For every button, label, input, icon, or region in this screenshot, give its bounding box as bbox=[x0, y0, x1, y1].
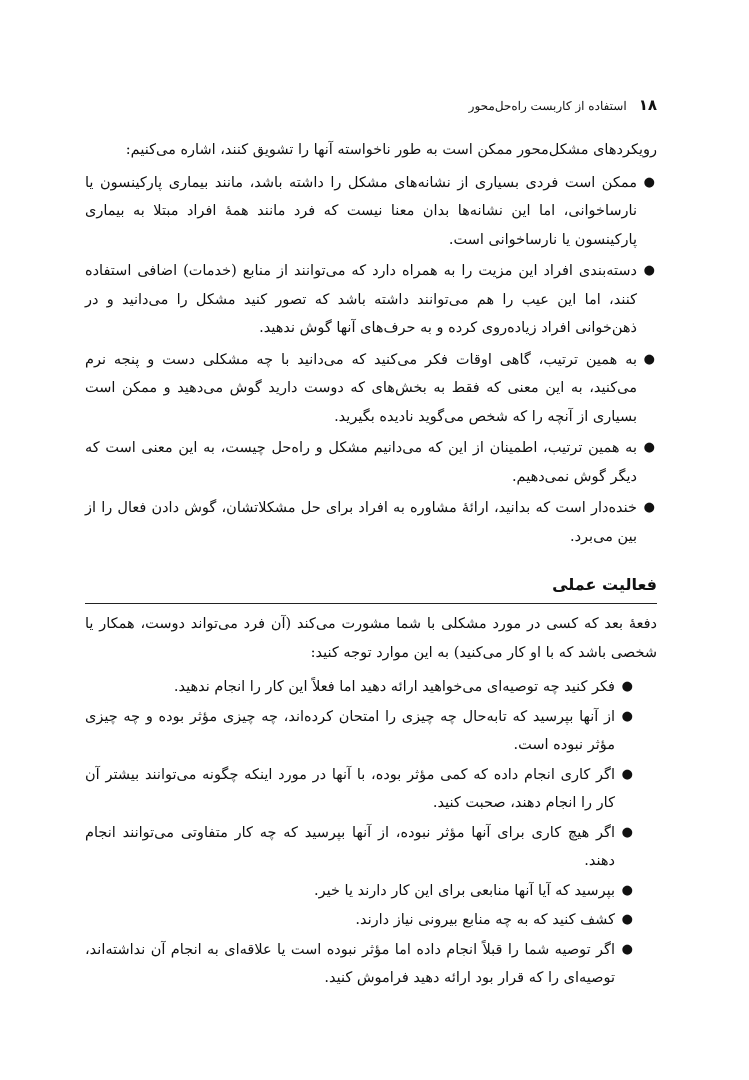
list-item bbox=[85, 877, 635, 906]
bullet-icon: ● bbox=[621, 824, 633, 840]
bullet-icon: ● bbox=[621, 766, 633, 782]
intro-paragraph: رویکردهای مشکل‌محور ممکن است به طور ناخواسته آنها را تشویق کنند، اشاره می‌کنیم: bbox=[125, 142, 657, 158]
bullet-icon: ● bbox=[643, 263, 655, 278]
section-heading: فعالیت عملی bbox=[85, 573, 657, 604]
list-item-text: اگر توصیه شما را قبلاً انجام داده اما مؤثر نبوده است یا علاقه‌ای به انجام آن نداشته‌اند، توصیه‌ای را که قرار بود ارائه دهید فراموش کنید. bbox=[85, 941, 615, 986]
running-title: استفاده از کاربست راه‌حل‌محور bbox=[468, 99, 627, 113]
list-item bbox=[85, 703, 635, 760]
running-header bbox=[92, 96, 657, 118]
list-item-text: کشف کنید که به چه منابع بیرونی نیاز دارند. bbox=[355, 912, 615, 928]
list-item bbox=[85, 434, 657, 491]
list-item-text: اگر هیچ کاری برای آنها مؤثر نبوده، از آنها بپرسید که چه کار متفاوتی می‌توانند انجام دهند. bbox=[85, 824, 615, 869]
list-item bbox=[85, 819, 635, 876]
activity-list bbox=[85, 673, 657, 993]
list-item bbox=[85, 494, 657, 551]
list-item-text: به همین ترتیب، اطمینان از این که می‌دانیم مشکل و راه‌حل چیست، به این معنی است که دیگر گوش نمی‌دهیم. bbox=[85, 440, 637, 485]
main-content bbox=[85, 136, 657, 994]
bullet-icon: ● bbox=[643, 500, 655, 515]
list-item-text: به همین ترتیب، گاهی اوقات فکر می‌کنید که می‌دانید با چه مشکلی دست و پنجه نرم می‌کنید، به این معنی که فقط به بخش‌های که دوست دارید گوش می‌دهید و ممکن است بسیاری از آنچه را که شخص می‌گوید نادیده بگیرید. bbox=[85, 351, 637, 425]
list-item bbox=[85, 169, 657, 255]
bullet-icon: ● bbox=[621, 708, 633, 724]
list-item bbox=[85, 936, 635, 993]
list-item bbox=[85, 257, 657, 343]
section-paragraph: دفعهٔ بعد که کسی در مورد مشکلی با شما مشورت می‌کند (آن فرد می‌تواند دوست، همکار یا شخصی باشد که با او کار می‌کنید) به این موارد توجه کنید: bbox=[85, 616, 657, 661]
list-item-text: اگر کاری انجام داده که کمی مؤثر بوده، با آنها در مورد اینکه چگونه می‌توانند بیشتر آن کار را انجام دهند، صحبت کنید. bbox=[85, 766, 615, 811]
bullet-list bbox=[85, 169, 657, 552]
list-item-text: ممکن است فردی بسیاری از نشانه‌های مشکل را داشته باشد، مانند بیماری پارکینسون یا نارساخوانی، اما این نشانه‌ها بدان معنا نیست که فرد مانند همهٔ افراد مبتلا به بیماری پارکینسون یا نارساخوانی است. bbox=[85, 174, 637, 248]
list-item-text: فکر کنید چه توصیه‌ای می‌خواهید ارائه دهید اما فعلاً این کار را انجام ندهید. bbox=[173, 679, 615, 695]
list-item-text: از آنها بپرسید که تابه‌حال چه چیزی را امتحان کرده‌اند، چه چیزی مؤثر بوده و چه چیزی مؤثر نبوده است. bbox=[85, 708, 615, 753]
bullet-icon: ● bbox=[643, 440, 655, 455]
bullet-icon: ● bbox=[643, 174, 655, 190]
bullet-icon: ● bbox=[621, 941, 633, 957]
list-item bbox=[85, 673, 635, 702]
bullet-icon: ● bbox=[621, 679, 633, 694]
bullet-icon: ● bbox=[621, 912, 633, 927]
list-item bbox=[85, 906, 635, 935]
list-item-text: خنده‌دار است که بدانید، ارائهٔ مشاوره به افراد برای حل مشکلاتشان، گوش دادن فعال را از بین می‌برد. bbox=[85, 500, 637, 545]
bullet-icon: ● bbox=[643, 351, 655, 367]
list-item bbox=[85, 346, 657, 432]
bullet-icon: ● bbox=[621, 882, 633, 898]
list-item bbox=[85, 761, 635, 818]
list-item-text: بپرسید که آیا آنها منابعی برای این کار دارند یا خیر. bbox=[313, 882, 615, 899]
list-item-text: دسته‌بندی افراد این مزیت را به همراه دارد که می‌توانند از منابع (خدمات) اضافی استفاده کنند، اما این عیب را هم می‌توانند داشته باشد که تصور کنید مشکل را می‌دانید و در ذهن‌خوانی افراد زیاده‌روی کرده و به حرف‌های آنها گوش ندهید. bbox=[85, 263, 637, 336]
page-number: ۱۸ bbox=[638, 96, 657, 114]
